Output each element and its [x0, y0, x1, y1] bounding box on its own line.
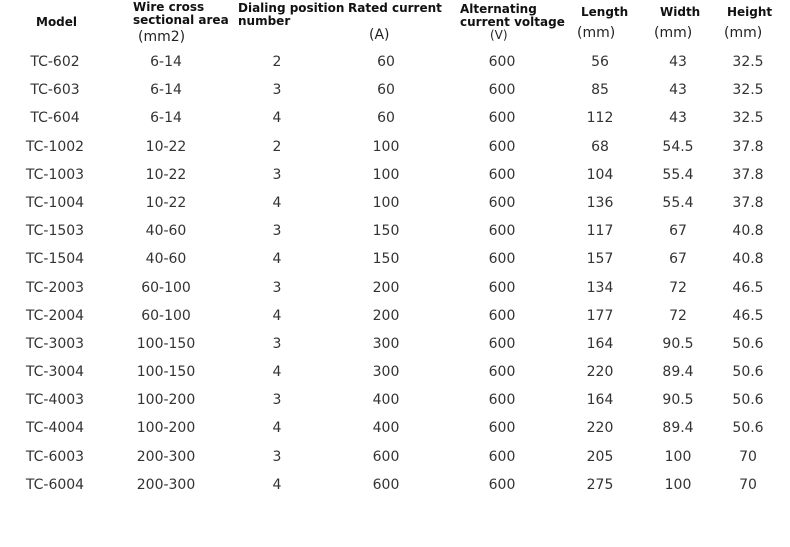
cell-rated-current: 400 — [372, 420, 400, 437]
cell-length: 157 — [586, 251, 614, 268]
cell-width: 100 — [664, 476, 692, 493]
cell-wire-area: 10-22 — [145, 166, 187, 183]
cell-rated-current: 60 — [377, 110, 395, 127]
cell-wire-area: 200-300 — [136, 448, 196, 465]
cell-height: 70 — [739, 448, 757, 465]
cell-voltage: 600 — [488, 194, 516, 211]
header-wire-line1: Wire cross — [133, 0, 205, 14]
cell-dial-position: 4 — [272, 476, 282, 493]
table-row — [0, 471, 790, 499]
header-width-label: Width — [660, 5, 701, 19]
cell-dial-position: 3 — [272, 392, 282, 409]
cell-voltage: 600 — [488, 307, 516, 324]
cell-height: 50.6 — [732, 420, 764, 437]
cell-model: TC-3003 — [25, 335, 85, 352]
header-length-unit: (mm) — [577, 25, 616, 41]
cell-model: TC-1504 — [25, 251, 85, 268]
table-row — [0, 133, 790, 161]
cell-length: 112 — [586, 110, 614, 127]
cell-model: TC-604 — [30, 110, 80, 127]
cell-wire-area: 10-22 — [145, 194, 187, 211]
cell-length: 177 — [586, 307, 614, 324]
table-row — [0, 414, 790, 442]
cell-height: 32.5 — [732, 110, 764, 127]
cell-height: 37.8 — [732, 194, 764, 211]
header-alt-line1: Alternating — [460, 2, 537, 16]
cell-length: 56 — [591, 54, 609, 70]
header-model-label: Model — [36, 15, 78, 29]
cell-length: 205 — [586, 448, 614, 465]
cell-length: 220 — [586, 420, 614, 437]
cell-dial-position: 4 — [272, 110, 282, 127]
cell-width: 54.5 — [662, 138, 694, 155]
table-row — [0, 443, 790, 471]
cell-voltage: 600 — [488, 82, 516, 99]
header-alt-unit: (V) — [490, 28, 508, 42]
table-row — [0, 104, 790, 132]
cell-width: 43 — [669, 54, 687, 70]
table-row — [0, 358, 790, 386]
header-alt-line2: current voltage — [460, 15, 565, 29]
cell-width: 100 — [664, 448, 692, 465]
cell-height: 32.5 — [732, 82, 764, 99]
cell-length: 275 — [586, 476, 614, 493]
header-dial-line2: number — [238, 14, 291, 28]
cell-rated-current: 60 — [377, 54, 395, 70]
cell-height: 46.5 — [732, 279, 764, 296]
cell-wire-area: 60-100 — [141, 307, 191, 324]
cell-rated-current: 100 — [372, 194, 400, 211]
cell-dial-position: 4 — [272, 364, 282, 381]
cell-wire-area: 6-14 — [150, 82, 182, 99]
cell-model: TC-1003 — [25, 166, 85, 183]
cell-rated-current: 200 — [372, 279, 400, 296]
cell-length: 134 — [586, 279, 614, 296]
cell-dial-position: 3 — [272, 166, 282, 183]
table-row — [0, 189, 790, 217]
header-dialing-position — [238, 2, 344, 28]
cell-wire-area: 40-60 — [145, 223, 187, 240]
cell-rated-current: 150 — [372, 251, 400, 268]
cell-model: TC-1503 — [25, 223, 85, 240]
cell-voltage: 600 — [488, 476, 516, 493]
cell-rated-current: 600 — [372, 476, 400, 493]
cell-rated-current: 600 — [372, 448, 400, 465]
cell-model: TC-2003 — [25, 279, 85, 296]
cell-length: 220 — [586, 364, 614, 381]
cell-height: 32.5 — [732, 54, 764, 70]
cell-model: TC-1004 — [25, 194, 85, 211]
header-wire-line2: sectional area — [133, 13, 229, 27]
cell-model: TC-6003 — [25, 448, 85, 465]
table-row — [0, 245, 790, 273]
cell-width: 67 — [669, 223, 687, 240]
table-body — [0, 48, 790, 499]
header-rated-unit: (A) — [369, 27, 390, 43]
table-row — [0, 76, 790, 104]
header-alternating-voltage — [460, 3, 565, 42]
cell-length: 85 — [591, 82, 609, 99]
table-row — [0, 330, 790, 358]
cell-voltage: 600 — [488, 420, 516, 437]
header-length — [577, 5, 629, 41]
cell-voltage: 600 — [488, 138, 516, 155]
cell-dial-position: 2 — [272, 54, 282, 70]
cell-voltage: 600 — [488, 364, 516, 381]
cell-length: 68 — [591, 138, 609, 155]
cell-width: 89.4 — [662, 420, 694, 437]
cell-voltage: 600 — [488, 223, 516, 240]
cell-wire-area: 10-22 — [145, 138, 187, 155]
table-row — [0, 386, 790, 414]
cell-model: TC-602 — [30, 54, 80, 70]
cell-dial-position: 4 — [272, 307, 282, 324]
cell-width: 55.4 — [662, 194, 694, 211]
cell-model: TC-2004 — [25, 307, 85, 324]
cell-height: 40.8 — [732, 251, 764, 268]
header-width-unit: (mm) — [654, 25, 693, 41]
cell-width: 90.5 — [662, 392, 694, 409]
cell-model: TC-1002 — [25, 138, 85, 155]
cell-width: 55.4 — [662, 166, 694, 183]
cell-wire-area: 6-14 — [150, 110, 182, 127]
header-length-label: Length — [581, 5, 629, 19]
cell-voltage: 600 — [488, 335, 516, 352]
cell-model: TC-4003 — [25, 392, 85, 409]
cell-width: 89.4 — [662, 364, 694, 381]
cell-wire-area: 60-100 — [141, 279, 191, 296]
cell-dial-position: 3 — [272, 335, 282, 352]
cell-dial-position: 3 — [272, 82, 282, 99]
header-height-unit: (mm) — [724, 25, 763, 41]
cell-length: 164 — [586, 335, 614, 352]
table-row — [0, 274, 790, 302]
cell-length: 104 — [586, 166, 614, 183]
cell-wire-area: 100-200 — [136, 392, 196, 409]
cell-width: 67 — [669, 251, 687, 268]
table-row — [0, 217, 790, 245]
header-model — [36, 16, 77, 29]
cell-width: 72 — [669, 307, 687, 324]
cell-height: 50.6 — [732, 364, 764, 381]
cell-dial-position: 4 — [272, 420, 282, 437]
header-height-label: Height — [727, 5, 773, 19]
cell-dial-position: 3 — [272, 448, 282, 465]
cell-width: 43 — [669, 110, 687, 127]
cell-wire-area: 100-200 — [136, 420, 196, 437]
cell-rated-current: 100 — [372, 166, 400, 183]
cell-model: TC-3004 — [25, 364, 85, 381]
cell-dial-position: 4 — [272, 251, 282, 268]
cell-wire-area: 6-14 — [150, 54, 182, 70]
cell-model: TC-4004 — [25, 420, 85, 437]
header-height — [724, 5, 773, 41]
cell-width: 43 — [669, 82, 687, 99]
cell-wire-area: 100-150 — [136, 335, 196, 352]
cell-dial-position: 3 — [272, 279, 282, 296]
cell-height: 50.6 — [732, 335, 764, 352]
cell-voltage: 600 — [488, 54, 516, 70]
header-wire-cross-section — [133, 1, 229, 44]
cell-dial-position: 3 — [272, 223, 282, 240]
cell-length: 164 — [586, 392, 614, 409]
cell-height: 37.8 — [732, 166, 764, 183]
cell-voltage: 600 — [488, 448, 516, 465]
cell-voltage: 600 — [488, 166, 516, 183]
cell-height: 46.5 — [732, 307, 764, 324]
cell-dial-position: 4 — [272, 194, 282, 211]
cell-length: 136 — [586, 194, 614, 211]
cell-rated-current: 300 — [372, 364, 400, 381]
cell-rated-current: 60 — [377, 82, 395, 99]
cell-width: 72 — [669, 279, 687, 296]
cell-rated-current: 200 — [372, 307, 400, 324]
header-wire-unit: (mm2) — [138, 29, 186, 45]
table-row — [0, 161, 790, 189]
cell-height: 70 — [739, 476, 757, 493]
cell-height: 40.8 — [732, 223, 764, 240]
header-rated-current — [348, 2, 442, 42]
cell-rated-current: 100 — [372, 138, 400, 155]
cell-wire-area: 200-300 — [136, 476, 196, 493]
cell-voltage: 600 — [488, 251, 516, 268]
cell-rated-current: 150 — [372, 223, 400, 240]
cell-wire-area: 40-60 — [145, 251, 187, 268]
cell-length: 117 — [586, 223, 614, 240]
cell-voltage: 600 — [488, 110, 516, 127]
cell-model: TC-6004 — [25, 476, 85, 493]
header-width — [654, 5, 701, 41]
cell-width: 90.5 — [662, 335, 694, 352]
cell-dial-position: 2 — [272, 138, 282, 155]
cell-voltage: 600 — [488, 392, 516, 409]
cell-rated-current: 300 — [372, 335, 400, 352]
table-row — [0, 48, 790, 76]
cell-voltage: 600 — [488, 279, 516, 296]
cell-model: TC-603 — [30, 82, 80, 99]
table-row — [0, 302, 790, 330]
cell-wire-area: 100-150 — [136, 364, 196, 381]
cell-height: 50.6 — [732, 392, 764, 409]
header-rated-label: Rated current — [348, 1, 442, 15]
cell-height: 37.8 — [732, 138, 764, 155]
cell-rated-current: 400 — [372, 392, 400, 409]
header-dial-line1: Dialing position — [238, 1, 345, 15]
